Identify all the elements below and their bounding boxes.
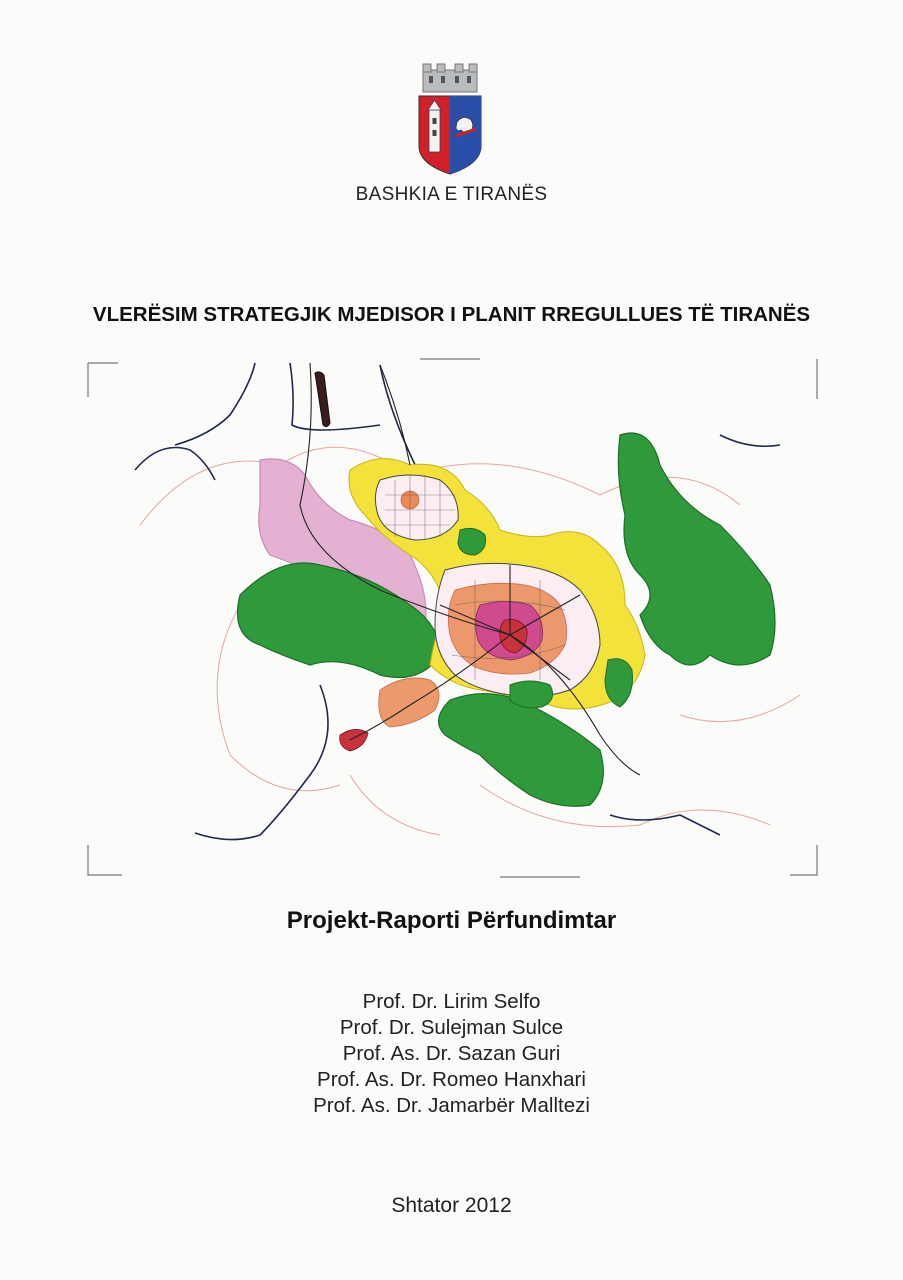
author-name: Prof. Dr. Sulejman Sulce bbox=[339, 1016, 564, 1039]
authors-list bbox=[0, 989, 903, 1119]
publication-date: Shtator 2012 bbox=[391, 1194, 512, 1217]
author-name: Prof. As. Dr. Romeo Hanxhari bbox=[317, 1068, 586, 1091]
author-name: Prof. Dr. Lirim Selfo bbox=[362, 990, 541, 1013]
report-subtitle: Projekt-Raporti Përfundimtar bbox=[286, 907, 617, 934]
tirana-coat-of-arms-icon bbox=[415, 60, 485, 178]
document-title: VLERËSIM STRATEGJIK MJEDISOR I PLANIT RREGULLUES TË TIRANËS bbox=[92, 303, 811, 326]
organization-name: BASHKIA E TIRANËS bbox=[355, 184, 548, 205]
author-name: Prof. As. Dr. Jamarbër Malltezi bbox=[313, 1094, 590, 1117]
tirana-plan-map bbox=[80, 355, 825, 885]
author-name: Prof. As. Dr. Sazan Guri bbox=[342, 1042, 561, 1065]
